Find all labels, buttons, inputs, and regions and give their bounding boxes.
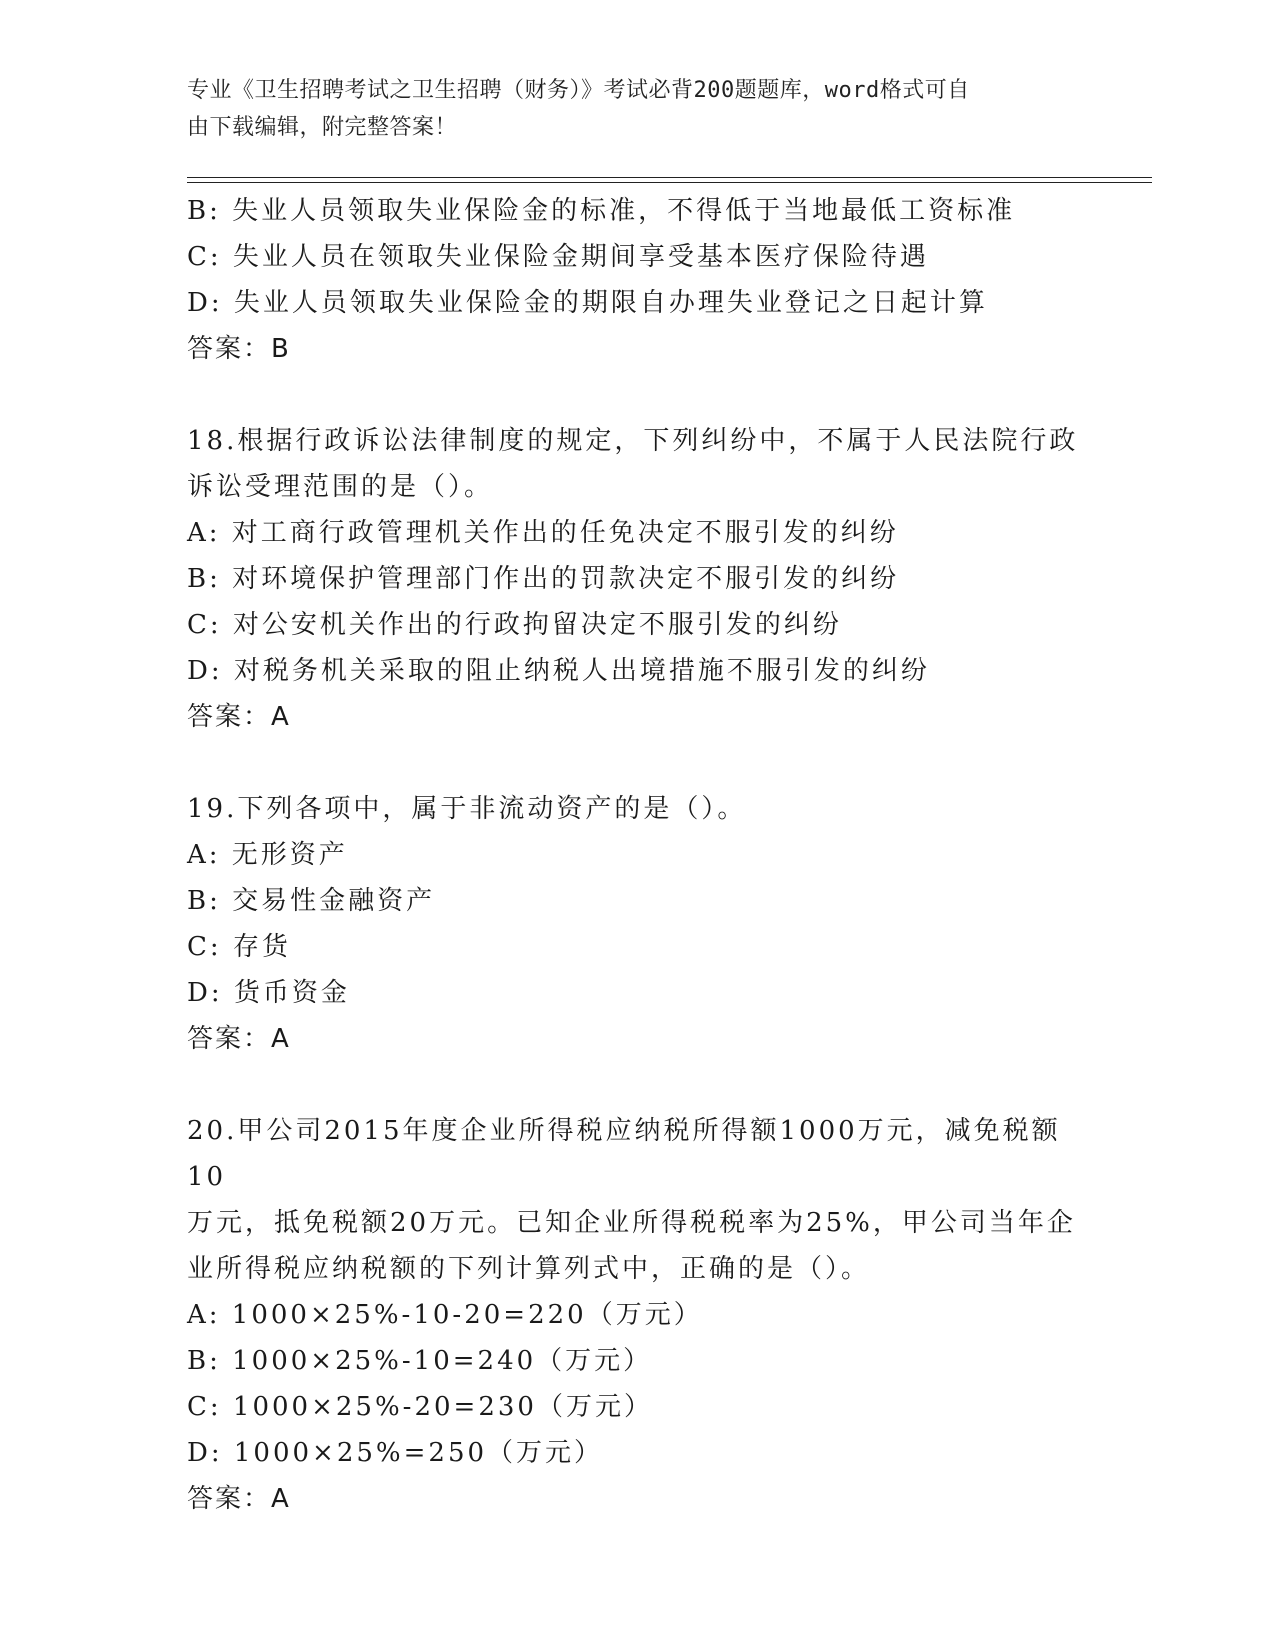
- answer-label: 答案：A: [187, 1484, 291, 1514]
- option-c: C: 存货: [187, 932, 291, 962]
- prev-question-block: [187, 188, 1087, 372]
- document-header: [187, 72, 1067, 146]
- answer-label: 答案：A: [187, 702, 291, 732]
- option-c: C: 失业人员在领取失业保险金期间享受基本医疗保险待遇: [187, 242, 929, 272]
- spacer: [187, 1062, 1087, 1108]
- spacer: [187, 740, 1087, 786]
- questions-content: [187, 188, 1087, 1522]
- option-d: D: 对税务机关采取的阻止纳税人出境措施不服引发的纠纷: [187, 656, 930, 686]
- answer-label: 答案：A: [187, 1024, 291, 1054]
- option-b: B: 交易性金融资产: [187, 886, 436, 916]
- question-19-text: 19.下列各项中，属于非流动资产的是（）。: [187, 794, 747, 824]
- header-line-1: 专业《卫生招聘考试之卫生招聘（财务）》考试必背200题题库，word格式可自: [187, 78, 970, 103]
- question-18-text-line-1: 18.根据行政诉讼法律制度的规定，下列纠纷中，不属于人民法院行政: [187, 426, 1079, 456]
- option-b: B: 1000×25%-10=240（万元）: [187, 1346, 653, 1376]
- header-divider-top: [187, 177, 1152, 178]
- option-c: C: 对公安机关作出的行政拘留决定不服引发的纠纷: [187, 610, 842, 640]
- option-d: D: 失业人员领取失业保险金的期限自办理失业登记之日起计算: [187, 288, 988, 318]
- option-b: B: 对环境保护管理部门作出的罚款决定不服引发的纠纷: [187, 564, 900, 594]
- question-20-text-line-1: 20.甲公司2015年度企业所得税应纳税所得额1000万元，减免税额10: [187, 1116, 1061, 1192]
- option-a: A: 对工商行政管理机关作出的任免决定不服引发的纠纷: [187, 518, 899, 548]
- option-c: C: 1000×25%-20=230（万元）: [187, 1392, 653, 1422]
- question-18-text-line-2: 诉讼受理范围的是（）。: [187, 472, 494, 502]
- option-d: D: 1000×25%=250（万元）: [187, 1438, 604, 1468]
- question-20-text-line-2: 万元，抵免税额20万元。已知企业所得税税率为25%，甲公司当年企: [187, 1208, 1076, 1238]
- answer-label: 答案：B: [187, 334, 291, 364]
- spacer: [187, 372, 1087, 418]
- option-a: A: 无形资产: [187, 840, 348, 870]
- question-20-text-line-3: 业所得税应纳税额的下列计算列式中，正确的是（）。: [187, 1254, 871, 1284]
- option-b: B: 失业人员领取失业保险金的标准，不得低于当地最低工资标准: [187, 196, 1016, 226]
- option-d: D: 货币资金: [187, 978, 350, 1008]
- question-19-block: [187, 786, 1087, 1062]
- question-20-block: [187, 1108, 1087, 1522]
- header-line-2: 由下载编辑，附完整答案！: [187, 115, 458, 140]
- question-18-block: [187, 418, 1087, 740]
- option-a: A: 1000×25%-10-20=220（万元）: [187, 1300, 703, 1330]
- header-divider-bottom: [187, 182, 1152, 183]
